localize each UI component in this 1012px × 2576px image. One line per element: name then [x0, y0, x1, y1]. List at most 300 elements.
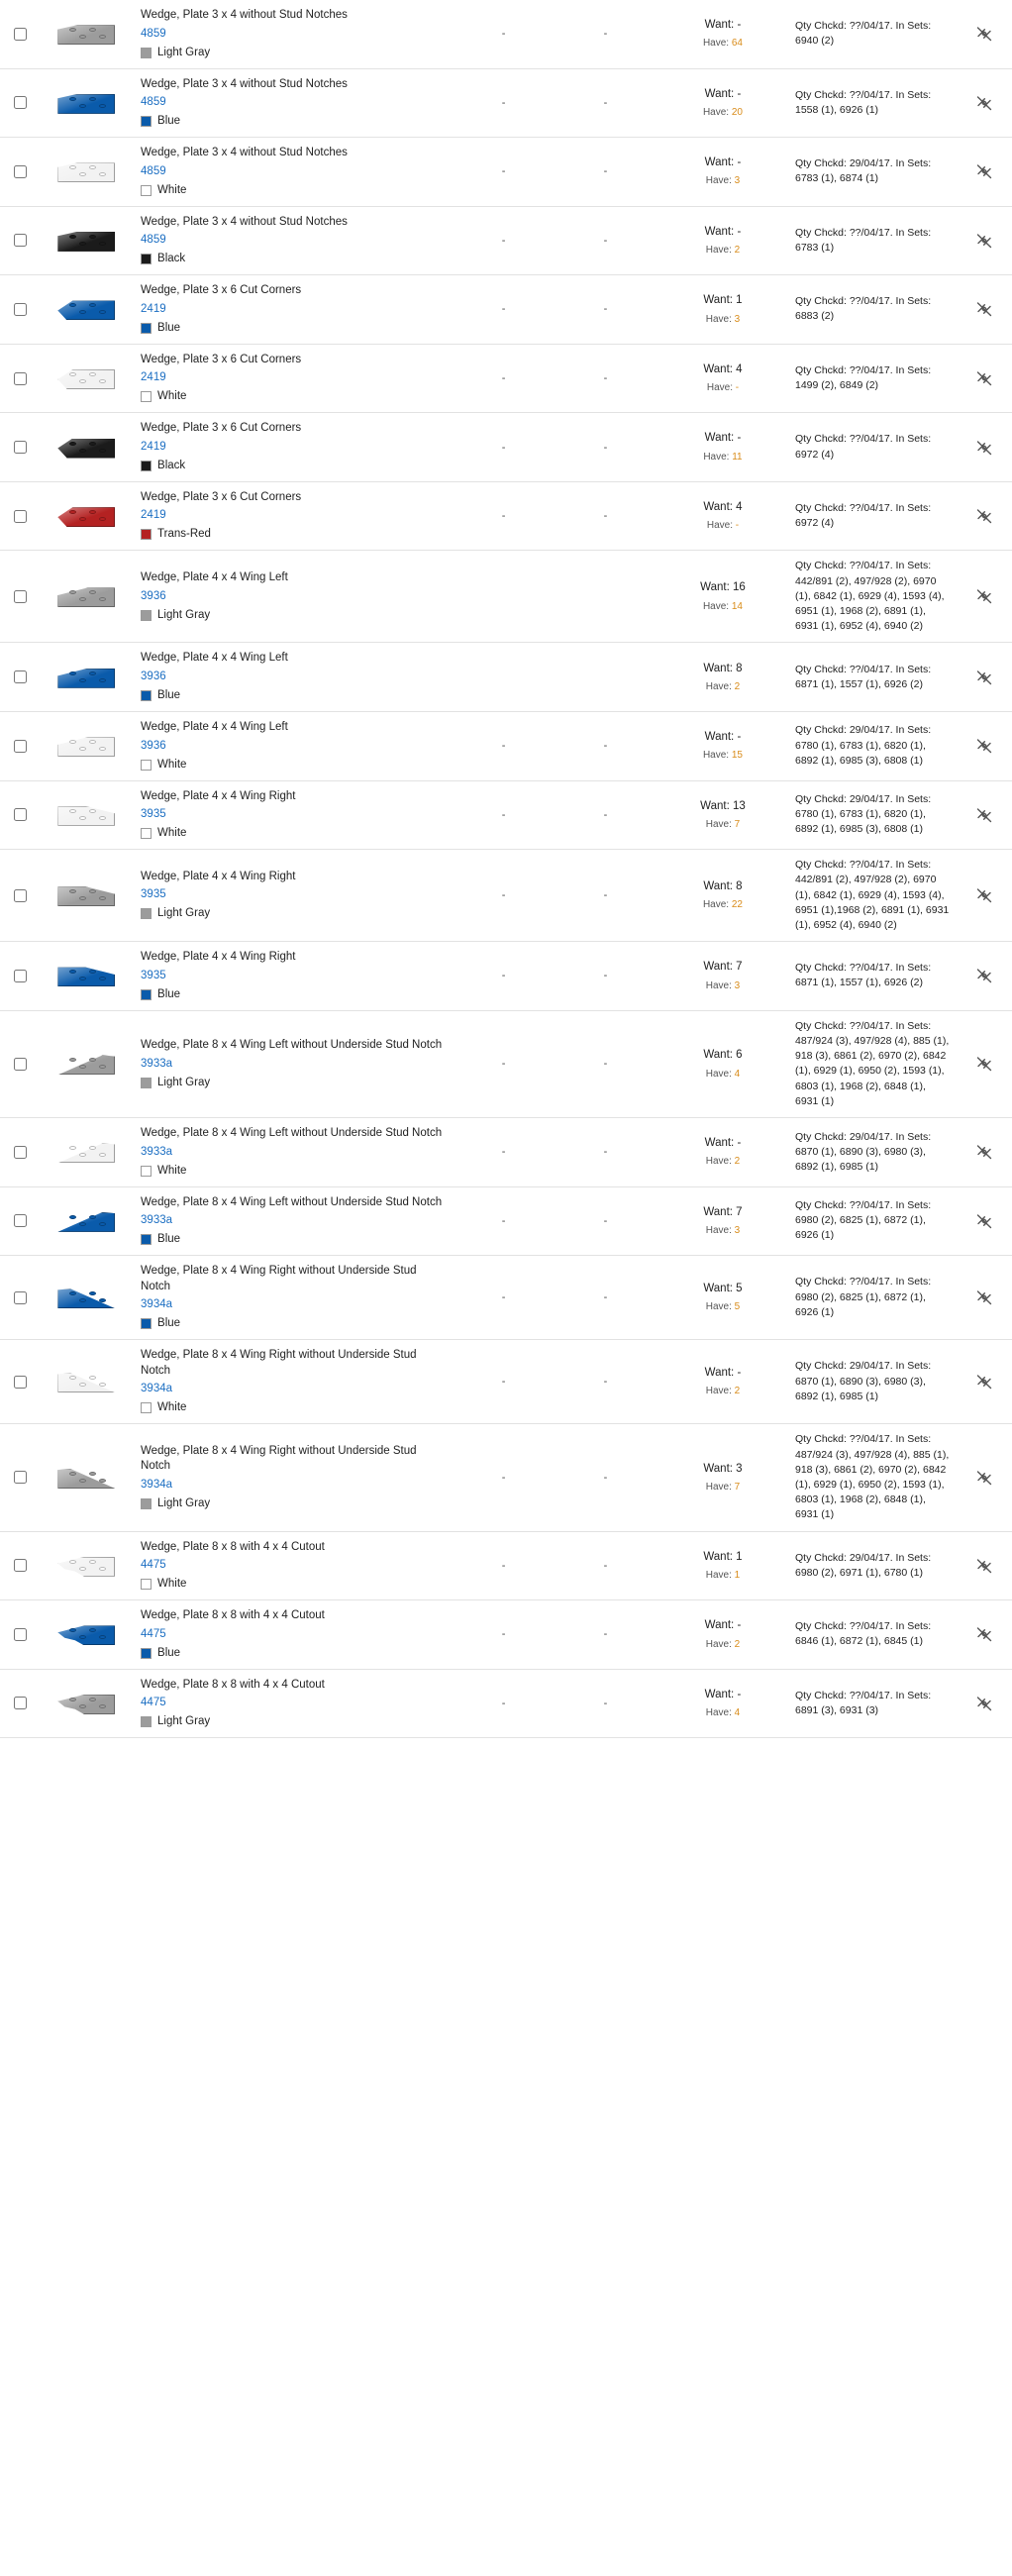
- broken-link-icon[interactable]: [975, 967, 993, 984]
- row-action-cell[interactable]: [958, 1010, 1012, 1117]
- part-image-cell: [41, 1256, 133, 1340]
- row-action-cell[interactable]: [958, 1340, 1012, 1424]
- color-name: Light Gray: [157, 907, 211, 920]
- want-have-cell: [657, 551, 789, 643]
- table-row: [0, 1340, 1012, 1424]
- have-value: 4: [734, 1068, 741, 1080]
- want-line: [662, 1135, 783, 1152]
- have-line: [662, 173, 783, 188]
- want-have-cell: [657, 138, 789, 207]
- part-image: [53, 1461, 119, 1494]
- color-name: Blue: [157, 115, 181, 128]
- row-select-checkbox[interactable]: [14, 1214, 27, 1227]
- have-value: 22: [731, 899, 743, 911]
- row-select-checkbox[interactable]: [14, 1291, 27, 1304]
- want-line: [662, 499, 783, 516]
- row-action-cell[interactable]: [958, 850, 1012, 942]
- column-five-value: -: [603, 1376, 608, 1389]
- column-four-value: [453, 643, 555, 712]
- broken-link-icon[interactable]: [975, 587, 993, 605]
- part-number-link[interactable]: 4859: [141, 164, 166, 177]
- part-image-cell: [41, 275, 133, 345]
- broken-link-icon[interactable]: [975, 162, 993, 180]
- part-color: [141, 1400, 443, 1415]
- sets-cell: [789, 413, 958, 482]
- column-five-value: -: [603, 165, 608, 178]
- have-label: Have:: [706, 520, 733, 532]
- table-row: [0, 942, 1012, 1011]
- part-description-cell: [133, 413, 453, 482]
- sets-cell: [789, 1340, 958, 1424]
- sets-text: Qty Chckd: ??/04/17. In Sets: 6883 (2): [794, 295, 932, 323]
- want-value: -: [737, 1619, 742, 1632]
- column-four-value: -: [501, 28, 506, 41]
- part-number-link[interactable]: 3936: [141, 670, 166, 682]
- color-swatch: [141, 48, 152, 58]
- part-image: [53, 1549, 119, 1583]
- part-image: [53, 361, 119, 395]
- part-number-link[interactable]: 3935: [141, 888, 166, 901]
- color-name: White: [157, 183, 187, 196]
- want-label: Want:: [703, 1205, 733, 1218]
- part-description-cell: [133, 0, 453, 68]
- color-name: White: [157, 1164, 187, 1177]
- row-action-cell[interactable]: [958, 1118, 1012, 1187]
- table-row: [0, 1531, 1012, 1600]
- want-value: 3: [736, 1462, 743, 1475]
- row-select-checkbox[interactable]: [14, 1697, 27, 1709]
- part-color: [141, 46, 443, 60]
- have-value: 14: [731, 600, 743, 612]
- column-five-value: -: [603, 1628, 608, 1641]
- part-number-link[interactable]: 4859: [141, 96, 166, 109]
- row-select-cell: [0, 275, 41, 345]
- part-name: Wedge, Plate 8 x 8 with 4 x 4 Cutout: [141, 1609, 325, 1622]
- row-select-checkbox[interactable]: [14, 165, 27, 178]
- column-four-value: -: [501, 740, 506, 753]
- part-number-link[interactable]: 4475: [141, 1627, 166, 1640]
- color-name: White: [157, 390, 187, 403]
- want-have-cell: [657, 275, 789, 345]
- want-value: 7: [736, 1205, 743, 1218]
- column-five-value: -: [603, 234, 608, 247]
- row-select-checkbox[interactable]: [14, 1471, 27, 1484]
- part-name: Wedge, Plate 4 x 4 Wing Left: [141, 571, 288, 584]
- part-image-cell: [41, 780, 133, 850]
- color-swatch: [141, 1716, 152, 1727]
- part-image: [53, 959, 119, 992]
- row-select-checkbox[interactable]: [14, 372, 27, 385]
- part-image-cell: [41, 1600, 133, 1670]
- have-line: [662, 1568, 783, 1583]
- column-four-value: -: [501, 1471, 506, 1484]
- row-action-cell[interactable]: [958, 1186, 1012, 1256]
- part-number-link[interactable]: 3933a: [141, 1214, 173, 1227]
- color-swatch: [141, 690, 152, 701]
- have-value: 7: [734, 818, 741, 830]
- have-line: [662, 679, 783, 694]
- have-line: [662, 36, 783, 51]
- color-name: Light Gray: [157, 1715, 211, 1728]
- part-description-cell: [133, 643, 453, 712]
- want-line: [662, 224, 783, 241]
- want-line: [662, 361, 783, 378]
- color-swatch: [141, 1166, 152, 1177]
- part-name: Wedge, Plate 4 x 4 Wing Right: [141, 870, 296, 882]
- part-description-cell: [133, 1424, 453, 1531]
- color-swatch: [141, 1078, 152, 1088]
- column-five-value: -: [603, 303, 608, 316]
- row-select-checkbox[interactable]: [14, 670, 27, 683]
- broken-link-icon[interactable]: [975, 507, 993, 525]
- column-five-value: -: [603, 970, 608, 982]
- column-five-value: [555, 643, 657, 712]
- part-color: [141, 608, 443, 623]
- part-description-cell: [133, 1531, 453, 1600]
- have-label: Have:: [705, 1225, 732, 1236]
- row-action-cell[interactable]: [958, 1600, 1012, 1670]
- row-select-cell: [0, 850, 41, 942]
- part-image: [53, 1365, 119, 1398]
- have-line: [662, 312, 783, 327]
- broken-link-icon[interactable]: [975, 369, 993, 387]
- color-swatch: [141, 1648, 152, 1659]
- color-name: Blue: [157, 689, 181, 702]
- have-value: 2: [734, 245, 741, 257]
- row-select-cell: [0, 344, 41, 413]
- column-four-value: -: [501, 1058, 506, 1071]
- have-value: 7: [734, 1482, 741, 1494]
- broken-link-icon[interactable]: [975, 439, 993, 457]
- column-four-value: -: [501, 1291, 506, 1304]
- part-image-cell: [41, 712, 133, 781]
- want-have-cell: [657, 481, 789, 551]
- broken-link-icon[interactable]: [975, 1695, 993, 1712]
- have-label: Have:: [702, 38, 730, 50]
- color-swatch: [141, 908, 152, 919]
- broken-link-icon[interactable]: [975, 737, 993, 755]
- want-line: [662, 86, 783, 103]
- row-select-cell: [0, 780, 41, 850]
- part-color: [141, 688, 443, 703]
- part-number-link[interactable]: 3933a: [141, 1145, 173, 1158]
- table-row: [0, 643, 1012, 712]
- want-label: Want:: [704, 731, 735, 744]
- part-color: [141, 321, 443, 336]
- part-number-link[interactable]: 3936: [141, 739, 166, 752]
- broken-link-icon[interactable]: [975, 232, 993, 250]
- sets-text: Qty Chckd: ??/04/17. In Sets: 6783 (1): [794, 226, 932, 254]
- have-value: -: [735, 382, 740, 394]
- sets-text: Qty Chckd: ??/04/17. In Sets: 6972 (4): [794, 433, 932, 461]
- part-number-link[interactable]: 3936: [141, 589, 166, 602]
- part-image-cell: [41, 643, 133, 712]
- part-name: Wedge, Plate 8 x 4 Wing Left without Underside Stud Notch: [141, 1195, 443, 1208]
- want-label: Want:: [704, 19, 735, 32]
- row-select-checkbox[interactable]: [14, 590, 27, 603]
- row-action-cell[interactable]: [958, 413, 1012, 482]
- row-select-checkbox[interactable]: [14, 510, 27, 523]
- table-row: [0, 0, 1012, 68]
- row-select-checkbox[interactable]: [14, 96, 27, 109]
- column-five-value: -: [603, 510, 608, 523]
- column-four-value: -: [501, 1697, 506, 1709]
- table-row: [0, 481, 1012, 551]
- part-color: [141, 1076, 443, 1090]
- column-five-value: -: [603, 96, 608, 109]
- part-color: [141, 252, 443, 266]
- part-number-link[interactable]: 3933a: [141, 1057, 173, 1070]
- part-number-link[interactable]: 3934a: [141, 1383, 173, 1395]
- table-row: [0, 1669, 1012, 1738]
- broken-link-icon[interactable]: [975, 1212, 993, 1230]
- part-number-link[interactable]: 3934a: [141, 1478, 173, 1491]
- part-number-link[interactable]: 2419: [141, 302, 166, 315]
- sets-text: Qty Chckd: ??/04/17. In Sets: 487/924 (3), 497/928 (4), 885 (1), 918 (3), 6861 (2), 6970 (2), 6842 (1), 6929 (1), 6950 (2), 1593 (1), 6803 (1), 1968 (2), 6848 (1), 6931 (1): [794, 1433, 950, 1521]
- column-five-value: -: [603, 1291, 608, 1304]
- sets-cell: [789, 481, 958, 551]
- broken-link-icon[interactable]: [975, 94, 993, 112]
- part-number-link[interactable]: 4859: [141, 27, 166, 40]
- sets-cell: [789, 68, 958, 138]
- row-select-checkbox[interactable]: [14, 441, 27, 454]
- row-select-checkbox[interactable]: [14, 740, 27, 753]
- part-number-link[interactable]: 2419: [141, 371, 166, 384]
- row-action-cell[interactable]: [958, 0, 1012, 68]
- part-image-cell: [41, 1186, 133, 1256]
- part-number-link[interactable]: 4475: [141, 1697, 166, 1709]
- row-select-checkbox[interactable]: [14, 234, 27, 247]
- want-value: 16: [732, 581, 746, 594]
- part-number-link[interactable]: 3935: [141, 808, 166, 821]
- broken-link-icon[interactable]: [975, 300, 993, 318]
- row-select-checkbox[interactable]: [14, 1146, 27, 1159]
- want-line: [662, 579, 783, 596]
- have-value: 2: [734, 680, 741, 692]
- broken-link-icon[interactable]: [975, 1055, 993, 1073]
- have-label: Have:: [706, 382, 733, 394]
- broken-link-icon[interactable]: [975, 25, 993, 43]
- want-have-cell: [657, 942, 789, 1011]
- broken-link-icon[interactable]: [975, 1143, 993, 1161]
- row-action-cell[interactable]: [958, 68, 1012, 138]
- have-line: [662, 599, 783, 614]
- sets-cell: [789, 275, 958, 345]
- row-select-cell: [0, 1118, 41, 1187]
- part-description-cell: [133, 344, 453, 413]
- broken-link-icon[interactable]: [975, 1625, 993, 1643]
- color-swatch: [141, 391, 152, 402]
- part-color: [141, 758, 443, 773]
- want-have-cell: [657, 712, 789, 781]
- part-description-cell: [133, 712, 453, 781]
- broken-link-icon[interactable]: [975, 669, 993, 686]
- have-value: 3: [734, 979, 741, 991]
- column-four-value: -: [501, 96, 506, 109]
- broken-link-icon[interactable]: [975, 1557, 993, 1575]
- part-color: [141, 459, 443, 473]
- want-label: Want:: [703, 362, 733, 375]
- have-label: Have:: [705, 1156, 732, 1168]
- want-line: [662, 17, 783, 34]
- have-label: Have:: [702, 600, 730, 612]
- have-line: [662, 1223, 783, 1238]
- want-line: [662, 661, 783, 677]
- have-line: [662, 1154, 783, 1169]
- part-image: [53, 499, 119, 533]
- column-five-value: -: [603, 1697, 608, 1709]
- part-image: [53, 155, 119, 188]
- part-name: Wedge, Plate 8 x 8 with 4 x 4 Cutout: [141, 1678, 325, 1691]
- table-row: [0, 712, 1012, 781]
- row-action-cell[interactable]: [958, 1256, 1012, 1340]
- column-five-value: -: [603, 1214, 608, 1227]
- row-action-cell[interactable]: [958, 344, 1012, 413]
- part-image-cell: [41, 138, 133, 207]
- part-description-cell: [133, 481, 453, 551]
- row-select-checkbox[interactable]: [14, 1628, 27, 1641]
- want-label: Want:: [704, 225, 735, 238]
- column-four-value: -: [501, 1214, 506, 1227]
- part-image: [53, 798, 119, 832]
- have-value: 11: [732, 451, 743, 463]
- part-description-cell: [133, 138, 453, 207]
- part-description-cell: [133, 68, 453, 138]
- want-have-cell: [657, 1669, 789, 1738]
- table-row: [0, 206, 1012, 275]
- have-label: Have:: [705, 313, 732, 325]
- column-four-value: -: [501, 970, 506, 982]
- part-description-cell: [133, 551, 453, 643]
- color-name: Light Gray: [157, 46, 211, 58]
- have-line: [662, 243, 783, 258]
- part-number-link[interactable]: 4859: [141, 234, 166, 247]
- broken-link-icon[interactable]: [975, 806, 993, 824]
- part-name: Wedge, Plate 8 x 4 Wing Right without Underside Stud Notch: [141, 1444, 417, 1473]
- want-label: Want:: [703, 1550, 733, 1563]
- want-line: [662, 155, 783, 171]
- row-action-cell[interactable]: [958, 1531, 1012, 1600]
- row-action-cell[interactable]: [958, 551, 1012, 643]
- row-action-cell[interactable]: [958, 481, 1012, 551]
- have-label: Have:: [705, 1301, 732, 1313]
- row-select-checkbox[interactable]: [14, 303, 27, 316]
- part-color: [141, 987, 443, 1002]
- row-select-checkbox[interactable]: [14, 889, 27, 902]
- column-four-value: -: [501, 1146, 506, 1159]
- want-line: [662, 292, 783, 309]
- row-action-cell[interactable]: [958, 206, 1012, 275]
- part-color: [141, 389, 443, 404]
- row-action-cell[interactable]: [958, 138, 1012, 207]
- row-select-checkbox[interactable]: [14, 970, 27, 982]
- part-description-cell: [133, 780, 453, 850]
- color-swatch: [141, 828, 152, 839]
- want-label: Want:: [704, 1367, 735, 1380]
- part-number-link[interactable]: 2419: [141, 440, 166, 453]
- want-label: Want:: [703, 1462, 733, 1475]
- sets-cell: [789, 850, 958, 942]
- part-image-cell: [41, 1118, 133, 1187]
- row-select-cell: [0, 643, 41, 712]
- column-five-value: -: [603, 28, 608, 41]
- sets-cell: [789, 1010, 958, 1117]
- want-have-cell: [657, 643, 789, 712]
- column-four-value: -: [501, 303, 506, 316]
- color-swatch: [141, 989, 152, 1000]
- row-select-cell: [0, 1340, 41, 1424]
- have-value: 3: [734, 313, 741, 325]
- have-line: [662, 105, 783, 120]
- have-line: [662, 1705, 783, 1720]
- have-line: [662, 518, 783, 533]
- sets-cell: [789, 551, 958, 643]
- row-select-checkbox[interactable]: [14, 808, 27, 821]
- want-line: [662, 430, 783, 447]
- column-four-value: -: [501, 808, 506, 821]
- part-number-link[interactable]: 3935: [141, 969, 166, 981]
- have-label: Have:: [705, 245, 732, 257]
- color-name: Black: [157, 459, 186, 471]
- part-image: [53, 1135, 119, 1169]
- row-action-cell[interactable]: [958, 643, 1012, 712]
- part-number-link[interactable]: 4475: [141, 1559, 166, 1572]
- row-action-cell[interactable]: [958, 275, 1012, 345]
- row-select-checkbox[interactable]: [14, 28, 27, 41]
- want-label: Want:: [704, 432, 735, 445]
- have-line: [662, 1299, 783, 1314]
- have-label: Have:: [705, 1707, 732, 1719]
- part-name: Wedge, Plate 3 x 4 without Stud Notches: [141, 77, 348, 90]
- row-select-checkbox[interactable]: [14, 1559, 27, 1572]
- part-color: [141, 527, 443, 542]
- row-action-cell[interactable]: [958, 712, 1012, 781]
- part-number-link[interactable]: 2419: [141, 509, 166, 522]
- broken-link-icon[interactable]: [975, 1288, 993, 1306]
- column-four-value: -: [501, 1559, 506, 1572]
- want-line: [662, 798, 783, 815]
- have-value: 2: [734, 1638, 741, 1650]
- color-swatch: [141, 1318, 152, 1329]
- part-number-link[interactable]: 3934a: [141, 1298, 173, 1311]
- part-name: Wedge, Plate 3 x 6 Cut Corners: [141, 353, 302, 365]
- row-action-cell[interactable]: [958, 1424, 1012, 1531]
- row-select-checkbox[interactable]: [14, 1376, 27, 1389]
- row-action-cell[interactable]: [958, 780, 1012, 850]
- color-swatch: [141, 116, 152, 127]
- part-color: [141, 1577, 443, 1592]
- broken-link-icon[interactable]: [975, 1373, 993, 1391]
- part-name: Wedge, Plate 8 x 4 Wing Left without Underside Stud Notch: [141, 1039, 443, 1052]
- broken-link-icon[interactable]: [975, 1469, 993, 1487]
- sets-text: Qty Chckd: ??/04/17. In Sets: 6980 (2), 6825 (1), 6872 (1), 6926 (1): [794, 1276, 932, 1318]
- part-description-cell: [133, 1600, 453, 1670]
- broken-link-icon[interactable]: [975, 886, 993, 904]
- row-action-cell[interactable]: [958, 942, 1012, 1011]
- have-value: 5: [734, 1301, 741, 1313]
- row-select-cell: [0, 1424, 41, 1531]
- want-value: -: [737, 1688, 742, 1700]
- row-select-checkbox[interactable]: [14, 1058, 27, 1071]
- have-label: Have:: [705, 1386, 732, 1397]
- part-description-cell: [133, 1010, 453, 1117]
- want-value: 4: [736, 500, 743, 513]
- row-action-cell[interactable]: [958, 1669, 1012, 1738]
- part-color: [141, 1316, 443, 1331]
- color-swatch: [141, 1234, 152, 1245]
- sets-cell: [789, 1186, 958, 1256]
- part-name: Wedge, Plate 3 x 4 without Stud Notches: [141, 9, 348, 21]
